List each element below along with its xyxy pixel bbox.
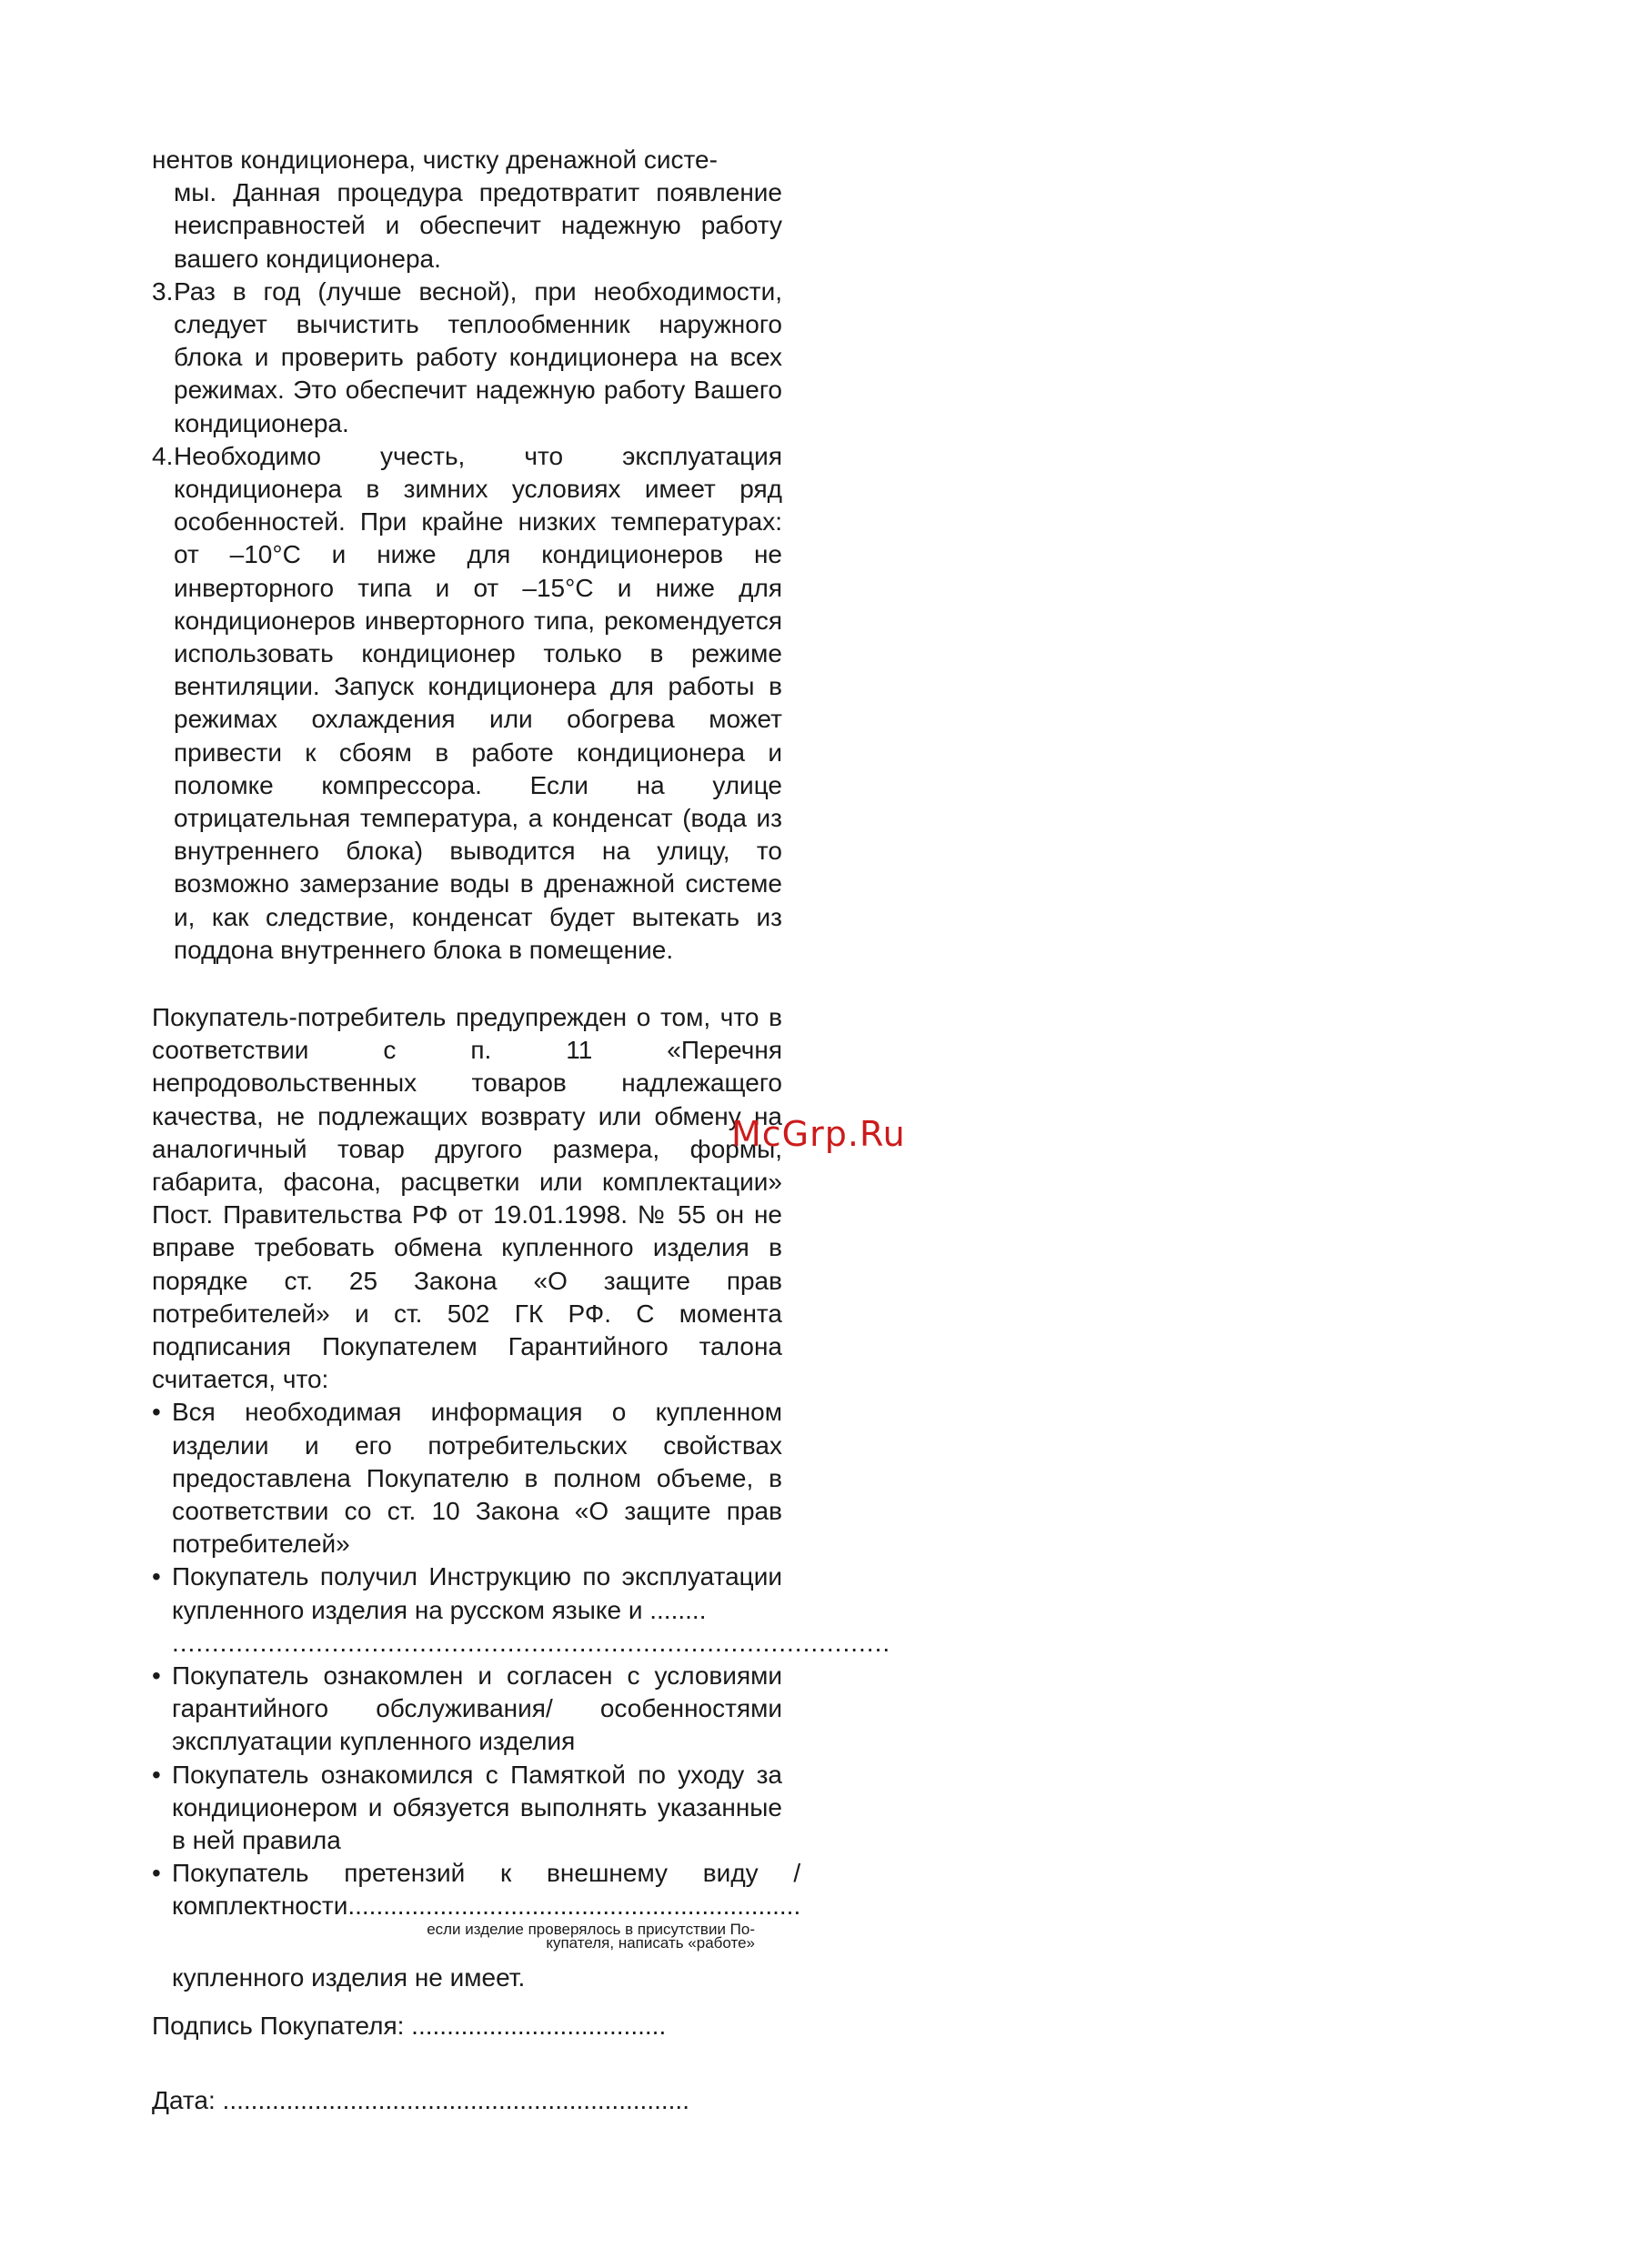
watermark: McGrp.Ru — [731, 1114, 906, 1154]
care-instructions-section — [152, 144, 782, 967]
bullet-icon: • — [152, 1562, 161, 1591]
intro-line-2: мы. Данная процедура предотвратит появление неисправностей и обеспечит надежную работу вашего кондиционера. — [174, 178, 782, 273]
list-item-4 — [152, 440, 782, 967]
item-number: 4. — [152, 441, 174, 470]
bullet-text: Покупатель получил Инструкцию по эксплуатации купленного изделия на русском языке и ........ — [172, 1562, 782, 1624]
buyer-notice-paragraph: Покупатель-потребитель предупрежден о том, что в соответствии с п. 11 «Перечня непродовольственных товаров надлежащего качества, не подлежащих возврату или обмену на аналогичный товар другого размера, формы, габарита, фасона, расцветки или комплектации» Пост. Правительства РФ от 19.01.1998. № 55 он не вправе требовать обмена купленного изделия в порядке ст. 25 Закона «О защите прав потребителей» и ст. 502 ГК РФ. С момента подписания Покупателем Гарантийного талона считается, что: — [152, 1003, 782, 1394]
bullet-icon: • — [152, 1661, 161, 1691]
bullet-item — [152, 1857, 801, 1922]
bullet-item — [152, 1759, 782, 1858]
footnote-line-1: если изделие проверялось в присутствии По- — [427, 1920, 755, 1938]
date-field: Дата: .................................................................. — [152, 2086, 689, 2114]
bullet-text: Покупатель ознакомлен и согласен с условиями гарантийного обслуживания/ особенностями эксплуатации купленного изделия — [172, 1661, 782, 1756]
buyer-signature-field: Подпись Покупателя: .................................... — [152, 2012, 667, 2040]
bullet-icon: • — [152, 1859, 161, 1888]
bullet-icon: • — [152, 1398, 161, 1427]
bullet-item — [152, 1660, 782, 1759]
item-text: Раз в год (лучше весной), при необходимости, следует вычистить теплообменник наружного блока и проверить работу кондиционера на всех режимах. Это обеспечит надежную работу Вашего кондиционера. — [174, 276, 782, 437]
intro-line-1: нентов кондиционера, чистку дренажной систе- — [152, 146, 718, 174]
bullet-text: Покупатель претензий к внешнему виду /комплектности................................................................ — [172, 1859, 801, 1921]
bullet-item — [152, 1561, 782, 1626]
list-item-3 — [152, 276, 782, 440]
fill-in-line: .......................................................................................... — [172, 1628, 891, 1657]
bullet-item — [152, 1396, 782, 1561]
bullet-continuation: купленного изделия не имеет. — [172, 1962, 526, 1992]
item-number: 3. — [152, 276, 174, 306]
bullet-icon: • — [152, 1760, 161, 1789]
bullet-text: Вся необходимая информация о купленном изделии и его потребительских свойствах предоставлена Покупателю в полном объеме, в соответствии со ст. 10 Закона «О защите прав потребителей» — [172, 1398, 782, 1559]
footnote-line-2: купателя, написать «работе» — [546, 1933, 755, 1952]
item-text: Необходимо учесть, что эксплуатация кондиционера в зимних условиях имеет ряд особенностей. При крайне низких температурах: от –10°С и ниже для кондиционеров не инверторного типа и от –15°С и ниже для кондиционеров инверторного типа, рекомендуется использовать кондиционер только в режиме вентиляции. Запуск кондиционера для работы в режимах охлаждения или обогрева может привести к сбоям в работе кондиционера и поломке компрессора. Если на улице отрицательная температура, а конденсат (вода из внутреннего блока) выводится на улицу, то возможно замерзание воды в дренажной системе и, как следствие, конденсат будет вытекать из поддона внутреннего блока в помещение. — [174, 441, 782, 964]
bullet-text: Покупатель ознакомился с Памяткой по уходу за кондиционером и обязуется выполнять указанные в ней правила — [172, 1760, 782, 1855]
